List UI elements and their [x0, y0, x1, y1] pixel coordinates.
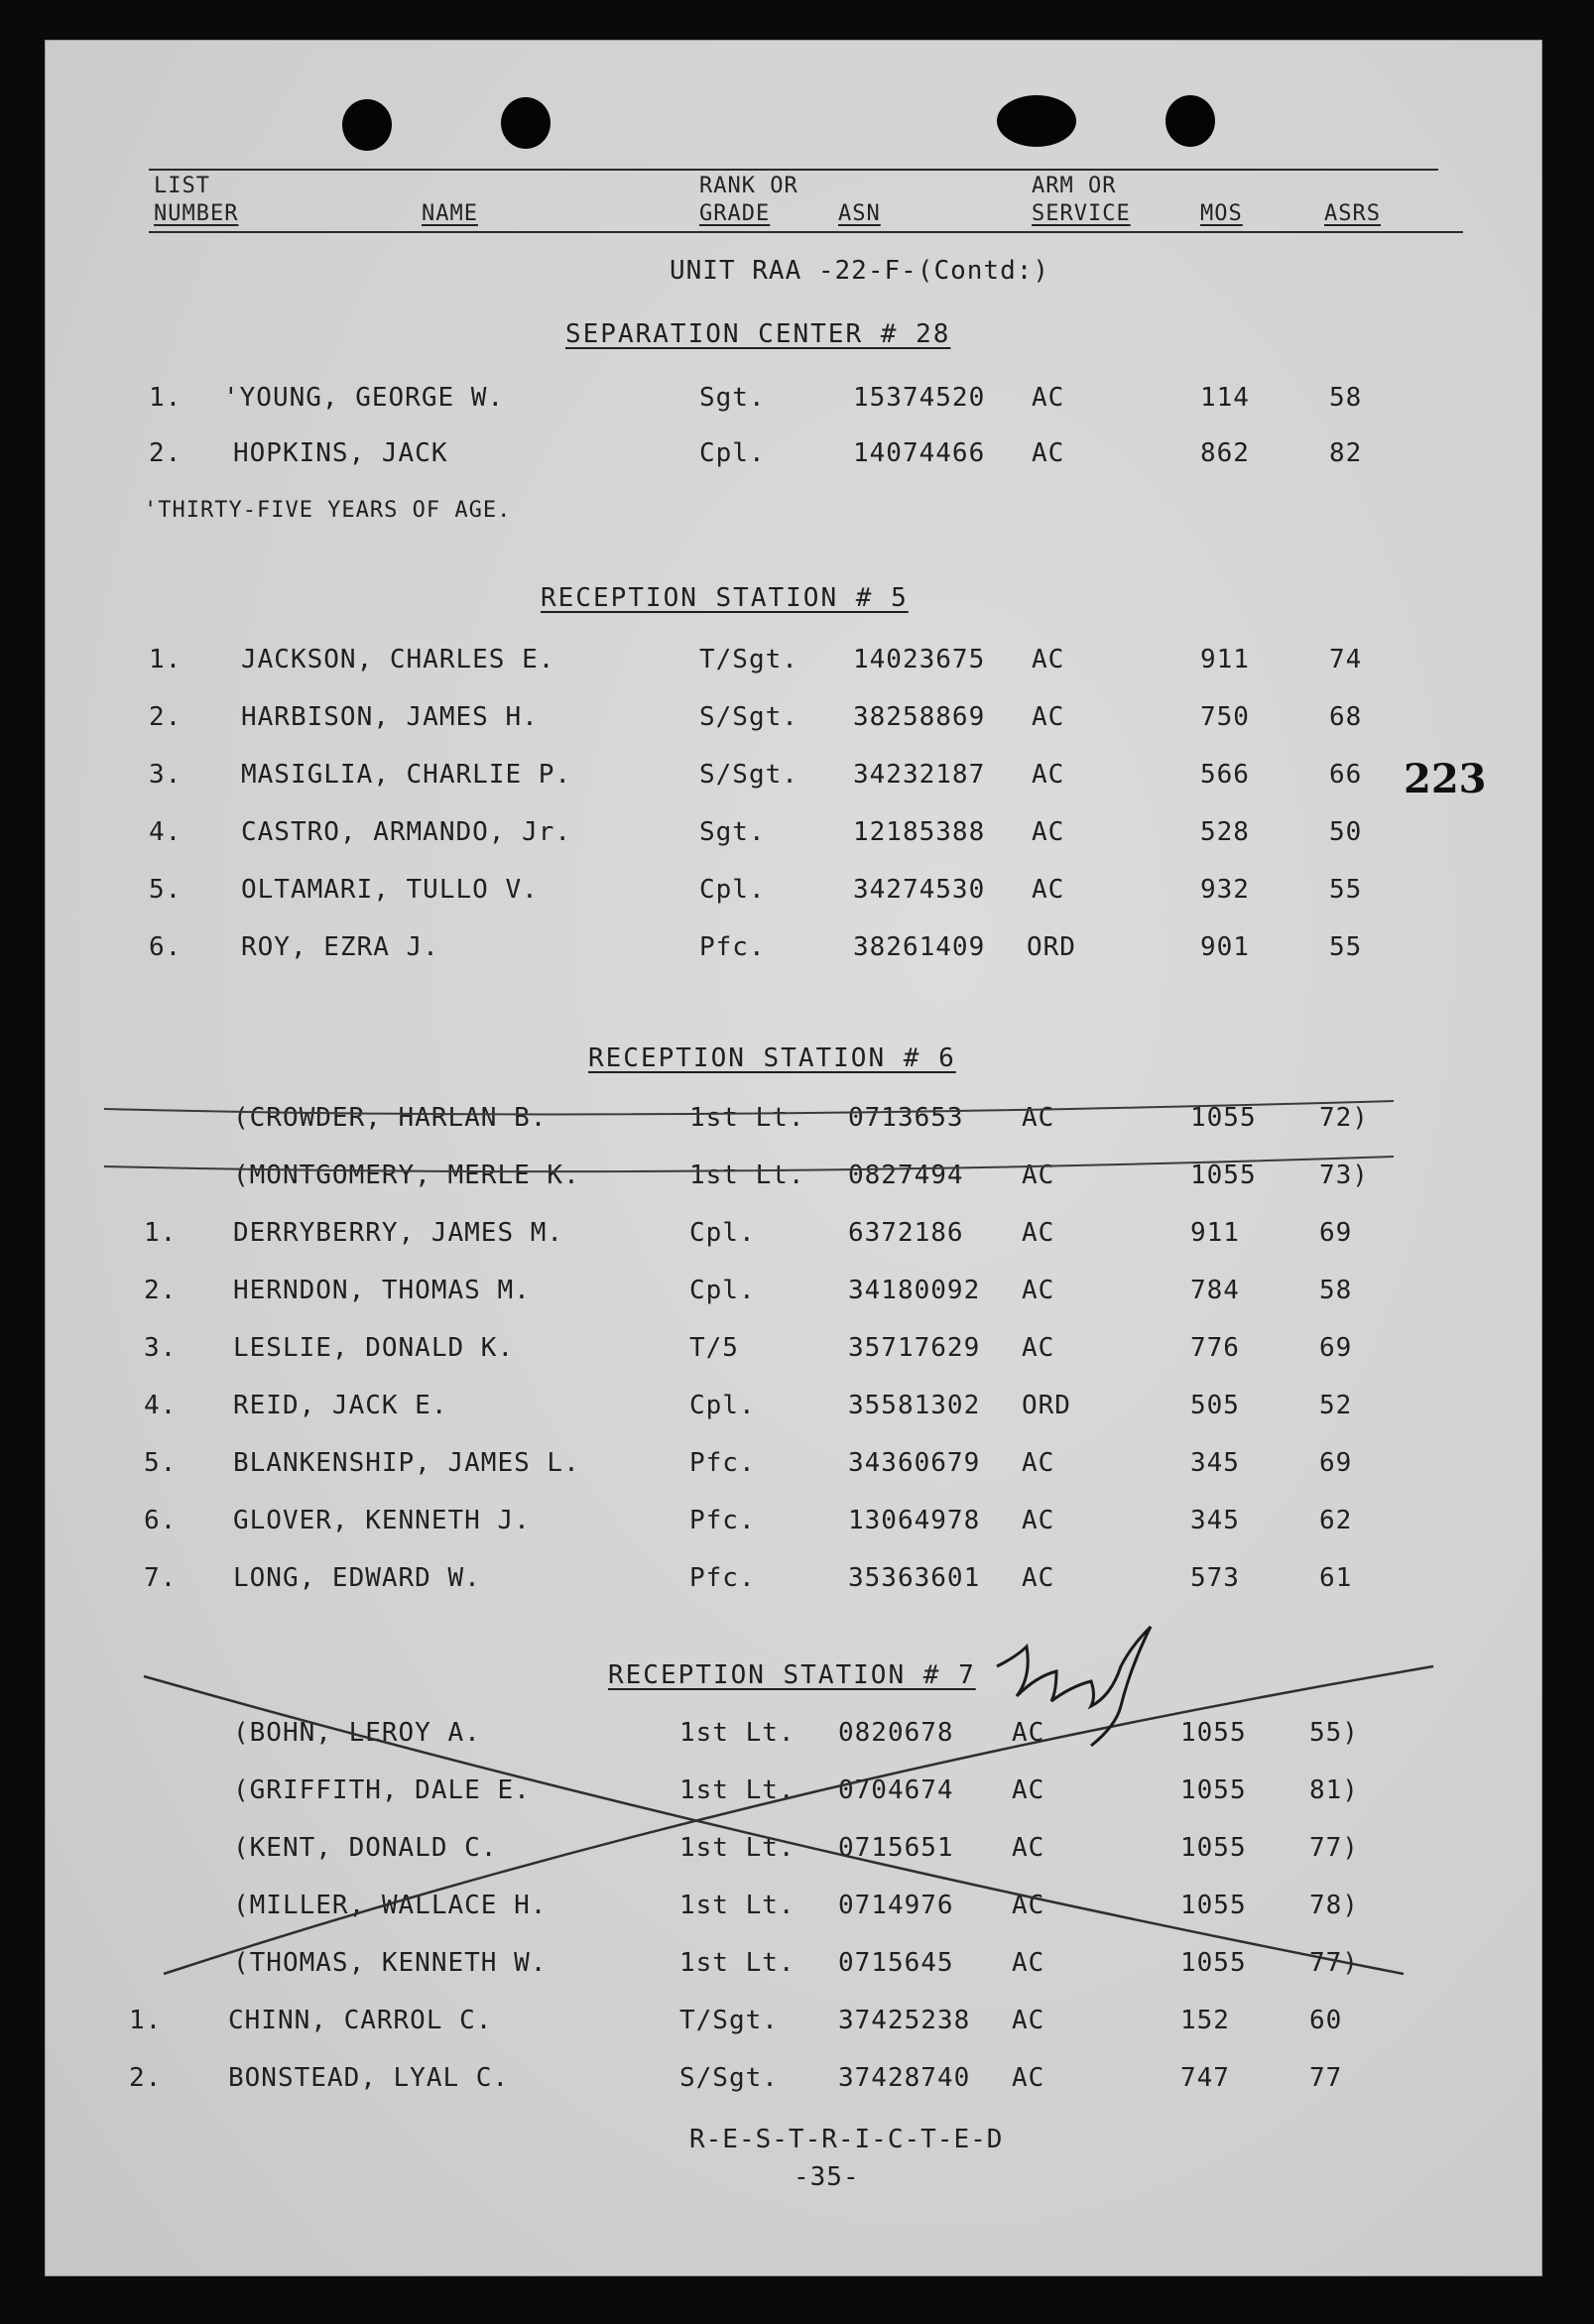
- row-arm: ORD: [1022, 1391, 1071, 1420]
- row-rank: Pfc.: [689, 1563, 756, 1593]
- row-rank: Cpl.: [689, 1391, 756, 1420]
- pen-marks: [45, 40, 1542, 2276]
- row-name: 'YOUNG, GEORGE W.: [223, 383, 505, 413]
- row-asn: 34360679: [848, 1448, 981, 1478]
- row-rank: Sgt.: [699, 817, 766, 847]
- row-rank: T/5: [689, 1333, 739, 1363]
- row-mos: 911: [1200, 645, 1250, 674]
- row-asrs: 55: [1329, 875, 1363, 905]
- row-name: GLOVER, KENNETH J.: [233, 1506, 531, 1535]
- row-asrs: 77: [1309, 2063, 1343, 2093]
- row-name: LONG, EDWARD W.: [233, 1563, 481, 1593]
- cross-out-line: [144, 1676, 1404, 1974]
- row-mos: 750: [1200, 702, 1250, 732]
- row-number: 1.: [149, 645, 183, 674]
- unit-title: UNIT RAA -22-F-(Contd:): [670, 256, 1050, 286]
- row-mos: 784: [1190, 1276, 1240, 1305]
- row-asrs: 61: [1319, 1563, 1353, 1593]
- row-asn: 6372186: [848, 1218, 964, 1248]
- row-name: BLANKENSHIP, JAMES L.: [233, 1448, 580, 1478]
- row-arm: AC: [1032, 875, 1065, 905]
- header-asrs: ASRS: [1324, 201, 1381, 226]
- document-page: [45, 40, 1542, 2276]
- row-asn: 15374520: [853, 383, 986, 413]
- row-mos: 345: [1190, 1506, 1240, 1535]
- row-arm: AC: [1032, 702, 1065, 732]
- row-name: HARBISON, JAMES H.: [241, 702, 539, 732]
- row-asrs: 82: [1329, 438, 1363, 468]
- row-number: 5.: [144, 1448, 178, 1478]
- row-mos: 566: [1200, 760, 1250, 790]
- row-number: 1.: [129, 2006, 163, 2035]
- row-asrs: 58: [1319, 1276, 1353, 1305]
- row-number: 2.: [149, 702, 183, 732]
- row-rank: Cpl.: [689, 1276, 756, 1305]
- row-number: 3.: [144, 1333, 178, 1363]
- row-asn: 35363601: [848, 1563, 981, 1593]
- row-asn: 34232187: [853, 760, 986, 790]
- row-mos: 1055: [1190, 1161, 1257, 1190]
- row-rank: Cpl.: [689, 1218, 756, 1248]
- row-rank: 1st Lt.: [679, 1891, 796, 1920]
- row-rank: Sgt.: [699, 383, 766, 413]
- row-rank: Pfc.: [689, 1506, 756, 1535]
- row-asn: 37428740: [838, 2063, 971, 2093]
- row-mos: 152: [1180, 2006, 1230, 2035]
- header-rank-1: RANK OR: [699, 174, 798, 198]
- row-mos: 747: [1180, 2063, 1230, 2093]
- row-asn: 38258869: [853, 702, 986, 732]
- row-rank: S/Sgt.: [699, 760, 798, 790]
- row-mos: 776: [1190, 1333, 1240, 1363]
- row-name: ROY, EZRA J.: [241, 932, 439, 962]
- row-mos: 901: [1200, 932, 1250, 962]
- row-name: HERNDON, THOMAS M.: [233, 1276, 531, 1305]
- row-asrs: 69: [1319, 1333, 1353, 1363]
- header-arm-2: SERVICE: [1032, 201, 1131, 226]
- row-arm: AC: [1022, 1161, 1055, 1190]
- row-asn: 35717629: [848, 1333, 981, 1363]
- row-asn: 35581302: [848, 1391, 981, 1420]
- page-number: -35-: [794, 2162, 860, 2192]
- section-title: RECEPTION STATION # 5: [541, 583, 909, 613]
- header-asn: ASN: [838, 201, 881, 226]
- handwritten-initials: [997, 1627, 1151, 1746]
- row-name: LESLIE, DONALD K.: [233, 1333, 515, 1363]
- row-asrs: 74: [1329, 645, 1363, 674]
- row-name: (MONTGOMERY, MERLE K.: [233, 1161, 580, 1190]
- row-asn: 37425238: [838, 2006, 971, 2035]
- row-asrs: 73): [1319, 1161, 1369, 1190]
- row-number: 1.: [149, 383, 183, 413]
- row-arm: AC: [1032, 817, 1065, 847]
- row-asrs: 66: [1329, 760, 1363, 790]
- row-asn: 34180092: [848, 1276, 981, 1305]
- row-asn: 14023675: [853, 645, 986, 674]
- row-asrs: 81): [1309, 1775, 1359, 1805]
- strike-line: [104, 1157, 1394, 1171]
- row-rank: T/Sgt.: [679, 2006, 779, 2035]
- row-name: (MILLER, WALLACE H.: [233, 1891, 548, 1920]
- row-mos: 1055: [1180, 1948, 1247, 1978]
- row-arm: AC: [1012, 2063, 1045, 2093]
- row-arm: AC: [1012, 2006, 1045, 2035]
- row-rank: 1st Lt.: [689, 1161, 805, 1190]
- row-arm: AC: [1012, 1775, 1045, 1805]
- row-asn: 38261409: [853, 932, 986, 962]
- row-mos: 1055: [1180, 1718, 1247, 1748]
- row-asrs: 68: [1329, 702, 1363, 732]
- row-rank: Cpl.: [699, 875, 766, 905]
- strike-line: [104, 1101, 1394, 1114]
- section-title: RECEPTION STATION # 7: [608, 1660, 976, 1690]
- row-mos: 1055: [1190, 1103, 1257, 1133]
- row-asrs: 77): [1309, 1948, 1359, 1978]
- row-asn: 0715645: [838, 1948, 954, 1978]
- row-asn: 0827494: [848, 1161, 964, 1190]
- row-arm: ORD: [1027, 932, 1076, 962]
- row-rank: 1st Lt.: [679, 1718, 796, 1748]
- row-arm: AC: [1012, 1833, 1045, 1863]
- row-number: 7.: [144, 1563, 178, 1593]
- row-mos: 1055: [1180, 1833, 1247, 1863]
- row-number: 2.: [149, 438, 183, 468]
- row-arm: AC: [1022, 1333, 1055, 1363]
- row-asrs: 55): [1309, 1718, 1359, 1748]
- row-asn: 14074466: [853, 438, 986, 468]
- row-asn: 0820678: [838, 1718, 954, 1748]
- row-mos: 862: [1200, 438, 1250, 468]
- cross-out-line: [164, 1666, 1433, 1974]
- row-asrs: 69: [1319, 1448, 1353, 1478]
- row-asrs: 77): [1309, 1833, 1359, 1863]
- row-number: 1.: [144, 1218, 178, 1248]
- age-note: 'THIRTY-FIVE YEARS OF AGE.: [144, 498, 512, 523]
- row-number: 5.: [149, 875, 183, 905]
- row-asn: 0714976: [838, 1891, 954, 1920]
- row-name: BONSTEAD, LYAL C.: [228, 2063, 510, 2093]
- row-mos: 505: [1190, 1391, 1240, 1420]
- row-rank: 1st Lt.: [679, 1775, 796, 1805]
- row-name: (THOMAS, KENNETH W.: [233, 1948, 548, 1978]
- row-asrs: 69: [1319, 1218, 1353, 1248]
- row-arm: AC: [1022, 1276, 1055, 1305]
- header-arm-1: ARM OR: [1032, 174, 1117, 198]
- row-name: HOPKINS, JACK: [233, 438, 448, 468]
- row-mos: 528: [1200, 817, 1250, 847]
- header-name: NAME: [422, 201, 478, 226]
- restricted-label: R-E-S-T-R-I-C-T-E-D: [689, 2125, 1004, 2154]
- row-number: 2.: [129, 2063, 163, 2093]
- row-asn: 34274530: [853, 875, 986, 905]
- row-asrs: 52: [1319, 1391, 1353, 1420]
- section-title: RECEPTION STATION # 6: [588, 1043, 956, 1073]
- row-mos: 573: [1190, 1563, 1240, 1593]
- header-rank-2: GRADE: [699, 201, 771, 226]
- row-asrs: 50: [1329, 817, 1363, 847]
- row-arm: AC: [1022, 1506, 1055, 1535]
- row-arm: AC: [1022, 1103, 1055, 1133]
- row-number: 6.: [149, 932, 183, 962]
- row-arm: AC: [1032, 438, 1065, 468]
- row-arm: AC: [1012, 1718, 1045, 1748]
- row-mos: 932: [1200, 875, 1250, 905]
- row-asrs: 55: [1329, 932, 1363, 962]
- row-asn: 0704674: [838, 1775, 954, 1805]
- row-name: REID, JACK E.: [233, 1391, 448, 1420]
- row-asrs: 78): [1309, 1891, 1359, 1920]
- row-mos: 114: [1200, 383, 1250, 413]
- row-number: 2.: [144, 1276, 178, 1305]
- row-rank: 1st Lt.: [689, 1103, 805, 1133]
- header-mos: MOS: [1200, 201, 1243, 226]
- row-rank: Pfc.: [689, 1448, 756, 1478]
- row-asn: 12185388: [853, 817, 986, 847]
- row-asrs: 58: [1329, 383, 1363, 413]
- row-name: (GRIFFITH, DALE E.: [233, 1775, 531, 1805]
- row-number: 4.: [149, 817, 183, 847]
- row-rank: 1st Lt.: [679, 1833, 796, 1863]
- row-name: CHINN, CARROL C.: [228, 2006, 493, 2035]
- row-arm: AC: [1032, 645, 1065, 674]
- row-asrs: 72): [1319, 1103, 1369, 1133]
- row-arm: AC: [1022, 1563, 1055, 1593]
- row-name: (CROWDER, HARLAN B.: [233, 1103, 548, 1133]
- row-name: (BOHN, LEROY A.: [233, 1718, 481, 1748]
- section-title: SEPARATION CENTER # 28: [565, 319, 951, 349]
- row-arm: AC: [1032, 760, 1065, 790]
- row-rank: Cpl.: [699, 438, 766, 468]
- row-asrs: 60: [1309, 2006, 1343, 2035]
- margin-stamp-number: 223: [1404, 756, 1487, 802]
- row-asn: 0715651: [838, 1833, 954, 1863]
- row-number: 3.: [149, 760, 183, 790]
- row-asrs: 62: [1319, 1506, 1353, 1535]
- header-list-number-1: LIST: [154, 174, 210, 198]
- row-name: (KENT, DONALD C.: [233, 1833, 498, 1863]
- row-name: MASIGLIA, CHARLIE P.: [241, 760, 572, 790]
- row-arm: AC: [1022, 1448, 1055, 1478]
- header-list-number-2: NUMBER: [154, 201, 239, 226]
- row-asn: 13064978: [848, 1506, 981, 1535]
- row-rank: 1st Lt.: [679, 1948, 796, 1978]
- row-number: 6.: [144, 1506, 178, 1535]
- row-rank: S/Sgt.: [679, 2063, 779, 2093]
- row-arm: AC: [1032, 383, 1065, 413]
- row-mos: 1055: [1180, 1775, 1247, 1805]
- row-rank: S/Sgt.: [699, 702, 798, 732]
- row-mos: 911: [1190, 1218, 1240, 1248]
- row-mos: 345: [1190, 1448, 1240, 1478]
- row-rank: Pfc.: [699, 932, 766, 962]
- row-name: CASTRO, ARMANDO, Jr.: [241, 817, 572, 847]
- row-asn: 0713653: [848, 1103, 964, 1133]
- row-mos: 1055: [1180, 1891, 1247, 1920]
- row-name: DERRYBERRY, JAMES M.: [233, 1218, 564, 1248]
- row-arm: AC: [1012, 1948, 1045, 1978]
- row-name: OLTAMARI, TULLO V.: [241, 875, 539, 905]
- row-arm: AC: [1022, 1218, 1055, 1248]
- row-arm: AC: [1012, 1891, 1045, 1920]
- row-rank: T/Sgt.: [699, 645, 798, 674]
- row-name: JACKSON, CHARLES E.: [241, 645, 555, 674]
- row-number: 4.: [144, 1391, 178, 1420]
